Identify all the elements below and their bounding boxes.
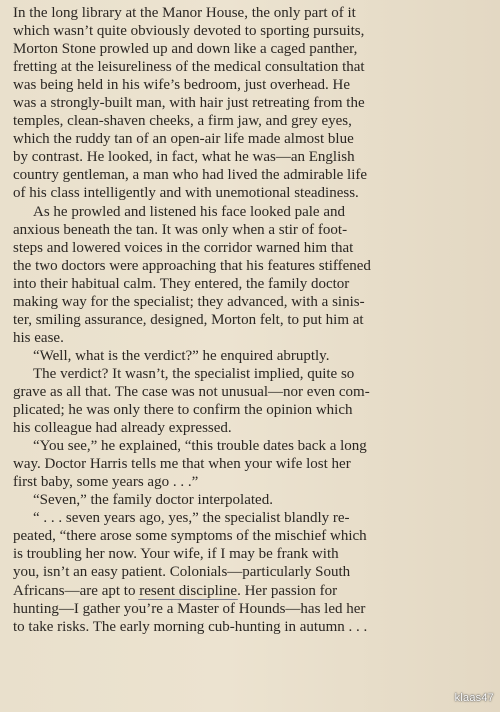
text-line: fretting at the leisureliness of the medical consultation that <box>13 59 365 76</box>
underlined-phrase: Morton Stone <box>13 41 96 58</box>
text-line: hunting—I gather you’re a Master of Hounds—has led her <box>13 600 366 617</box>
text-line: As he prowled and listened his face looked pale and <box>33 203 345 220</box>
text-line: his colleague had already expressed. <box>13 420 232 437</box>
text-line: anxious beneath the tan. It was only when a stir of foot- <box>13 221 348 238</box>
text-line: his ease. <box>13 329 64 346</box>
text-line: grave as all that. The case was not unusual—nor even com- <box>13 383 370 400</box>
text-line: “You see,” he explained, “this trouble dates back a long <box>33 438 367 455</box>
text-line: was being held in his wife’s bedroom, just overhead. He <box>13 77 351 94</box>
text-line: which wasn’t quite obviously devoted to sporting pursuits, <box>13 23 365 40</box>
text-line: by contrast. He looked, in fact, what he was—an English <box>13 149 355 166</box>
paragraph-1 <box>13 4 491 203</box>
text-line: Africans—are apt to resent discipline. Her passion for <box>13 582 338 599</box>
paragraph-6 <box>13 491 491 509</box>
underlined-phrase: Seven <box>39 492 77 509</box>
text-line: The verdict? It wasn’t, the specialist implied, quite so <box>33 365 355 382</box>
text-line: making way for the specialist; they advanced, with a sinis- <box>13 293 365 310</box>
paragraph-7 <box>13 509 491 635</box>
text-line: “Seven,” the family doctor interpolated. <box>33 492 273 509</box>
text-line: peated, “there arose some symptoms of the mischief which <box>13 528 367 545</box>
paragraph-5 <box>13 437 491 491</box>
underlined-phrase: strongly-built man <box>50 95 162 112</box>
text-line: first baby, some years ago . . .” <box>13 474 199 491</box>
underlined-phrase: an English <box>290 149 355 166</box>
text-line: to take risks. The early morning cub-hunting in autumn . . . <box>13 618 368 635</box>
text-line: Morton Stone prowled up and down like a caged panther, <box>13 41 358 58</box>
text-line: you, isn’t an easy patient. Colonials—particularly South <box>13 564 351 581</box>
underlined-phrase: resent discipline <box>139 582 238 599</box>
paragraph-3 <box>13 347 491 365</box>
text-line: “Well, what is the verdict?” he enquired abruptly. <box>33 347 330 364</box>
paragraph-4 <box>13 365 491 437</box>
text-line: which the ruddy tan of an open-air life made almost blue <box>13 131 354 148</box>
text-line: into their habitual calm. They entered, the family doctor <box>13 275 350 292</box>
text-line: is troubling her now. Your wife, if I may be frank with <box>13 546 339 563</box>
watermark-text: klaas47 <box>454 692 494 704</box>
underlined-phrase: first baby, some years ago <box>13 474 170 491</box>
text-line: plicated; he was only there to confirm the opinion which <box>13 402 353 419</box>
text-line: “ . . . seven years ago, yes,” the specialist blandly re- <box>33 510 350 527</box>
underlined-phrase: wife lost her <box>275 456 351 473</box>
paragraph-2 <box>13 203 491 347</box>
text-line: steps and lowered voices in the corridor warned him that <box>13 239 354 256</box>
text-line: country gentleman, a man who had lived the admirable life <box>13 167 368 184</box>
text-line: way. Doctor Harris tells me that when your wife lost her <box>13 456 351 473</box>
underlined-phrase: country gentleman <box>13 167 126 184</box>
text-line: of his class intelligently and with unemotional steadiness. <box>13 185 359 202</box>
text-line: In the long library at the Manor House, the only part of it <box>13 5 356 21</box>
text-line: temples, clean-shaven cheeks, a firm jaw, and grey eyes, <box>13 113 352 130</box>
text-line: the two doctors were approaching that his features stiffened <box>13 257 371 274</box>
underlined-phrase: some symptoms of the mischief <box>135 528 327 545</box>
text-line: ter, smiling assurance, designed, Morton felt, to put him at <box>13 311 364 328</box>
text-line: was a strongly-built man, with hair just retreating from the <box>13 95 365 112</box>
